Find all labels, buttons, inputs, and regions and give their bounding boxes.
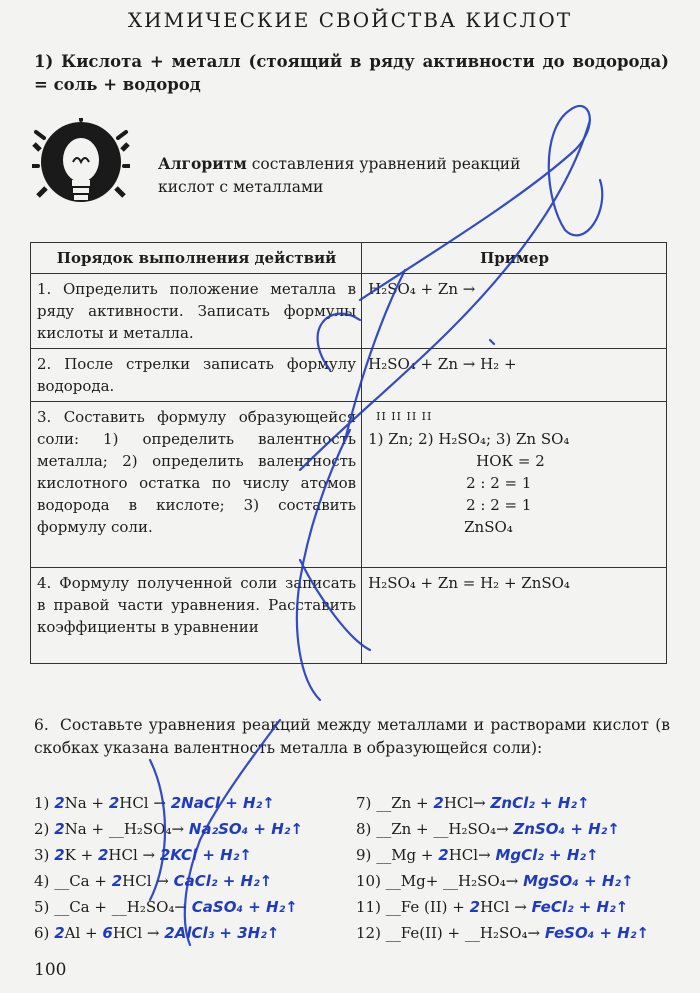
equation-row xyxy=(34,794,275,812)
coef-input[interactable]: __ xyxy=(385,898,401,916)
answer-input[interactable]: ZnCl₂ + H₂↑ xyxy=(490,794,590,812)
coef-input[interactable]: 2 xyxy=(97,846,109,864)
example-cell xyxy=(362,402,667,568)
eq-acid: HCl → xyxy=(108,846,156,864)
eq-metal: Al + xyxy=(64,924,98,942)
equation-row xyxy=(34,924,279,942)
example-line: 2 : 2 = 1 xyxy=(466,496,532,514)
task-6 xyxy=(34,714,670,760)
eq-metal: Ca + xyxy=(69,898,107,916)
answer-input[interactable]: 2NaCl + H₂↑ xyxy=(170,794,275,812)
eq-metal: Ca + xyxy=(69,872,107,890)
valence-marks: II II II II xyxy=(376,410,433,423)
eq-metal: Fe (II) + xyxy=(400,898,465,916)
example-line: 1) Zn; 2) H₂SO₄; 3) Zn SO₄ xyxy=(368,430,570,448)
eq-number: 12) xyxy=(356,924,381,942)
coef-input[interactable]: 2 xyxy=(111,872,123,890)
eq-number: 9) xyxy=(356,846,372,864)
eq-metal: Na + xyxy=(64,820,105,838)
eq-acid: HCl→ xyxy=(448,846,491,864)
eq-number: 4) xyxy=(34,872,50,890)
table-row xyxy=(31,274,667,349)
eq-number: 1) xyxy=(34,794,50,812)
step-cell: 4. Формулу полученной соли записать в правой части уравнения. Расставить коэффициенты в уравнении xyxy=(31,568,362,664)
coef-input[interactable]: __ xyxy=(376,794,392,812)
coef-input[interactable]: __ xyxy=(464,924,480,942)
coef-input[interactable]: __ xyxy=(385,924,401,942)
step-cell: 3. Составить формулу образующейся соли: 1) определить валентность металла; 2) определить валентность кислотного остатка по числу атомов водорода в кислоте; 3) составить формулу соли. xyxy=(31,402,362,568)
example-line: НОК = 2 xyxy=(476,452,545,470)
eq-metal: Mg + xyxy=(391,846,434,864)
answer-input[interactable]: CaSO₄ + H₂↑ xyxy=(191,898,298,916)
table-header-row xyxy=(31,243,667,274)
example-line: H₂SO₄ + Zn = H₂ + ZnSO₄ xyxy=(368,574,570,592)
eq-number: 11) xyxy=(356,898,381,916)
table-row xyxy=(31,402,667,568)
coef-input[interactable]: 2 xyxy=(54,794,65,812)
table-row xyxy=(31,568,667,664)
coef-input[interactable]: __ xyxy=(108,820,124,838)
example-cell xyxy=(362,568,667,664)
eq-acid: H₂SO₄→ xyxy=(448,820,509,838)
eq-number: 6) xyxy=(34,924,50,942)
eq-number: 7) xyxy=(356,794,372,812)
answer-input[interactable]: FeCl₂ + H₂↑ xyxy=(531,898,629,916)
coef-input[interactable]: __ xyxy=(433,820,449,838)
rule-statement: 1) Кислота + металл (стоящий в ряду активности до водорода) = соль + водород xyxy=(34,52,669,94)
equation-row xyxy=(356,846,599,864)
equation-row xyxy=(34,898,298,916)
coef-input[interactable]: __ xyxy=(111,898,127,916)
answer-input[interactable]: 2AlCl₃ + 3H₂↑ xyxy=(164,924,280,942)
example-cell xyxy=(362,349,667,402)
algorithm-rest: составления уравнений реакций кислот с металлами xyxy=(158,155,521,196)
equation-row xyxy=(356,794,590,812)
algorithm-bold: Алгоритм xyxy=(158,154,247,173)
answer-input[interactable]: CaCl₂ + H₂↑ xyxy=(173,872,273,890)
task-text: Составьте уравнения реакций между металлами и растворами кислот (в скобках указана валентность металла в образующейся соли): xyxy=(34,716,670,757)
eq-metal: Zn + xyxy=(391,820,429,838)
eq-acid: HCl → xyxy=(119,794,166,812)
eq-acid: H₂SO₄→ xyxy=(126,898,187,916)
eq-metal: Zn + xyxy=(391,794,429,812)
eq-acid: H₂SO₄→ xyxy=(479,924,541,942)
coef-input[interactable]: 6 xyxy=(102,924,113,942)
coef-input[interactable]: 2 xyxy=(469,898,481,916)
coef-input[interactable]: 2 xyxy=(433,794,444,812)
table-row xyxy=(31,349,667,402)
eq-acid: HCl → xyxy=(112,924,160,942)
page-number: 100 xyxy=(34,960,67,980)
equation-row xyxy=(34,872,272,890)
coef-input[interactable]: 2 xyxy=(54,924,65,942)
example-line: H₂SO₄ + Zn → xyxy=(368,280,476,298)
eq-acid: HCl → xyxy=(122,872,169,890)
page-title: ХИМИЧЕСКИЕ СВОЙСТВА КИСЛОТ xyxy=(127,8,573,32)
example-cell xyxy=(362,274,667,349)
header-steps: Порядок выполнения действий xyxy=(31,243,362,274)
eq-number: 2) xyxy=(34,820,50,838)
step-cell: 2. После стрелки записать формулу водорода. xyxy=(31,349,362,402)
algorithm-table xyxy=(30,242,667,664)
coef-input[interactable]: __ xyxy=(54,898,70,916)
coef-input[interactable]: __ xyxy=(376,846,392,864)
equation-row xyxy=(34,846,252,864)
coef-input[interactable]: __ xyxy=(385,872,401,890)
answer-input[interactable]: 2KCl + H₂↑ xyxy=(159,846,252,864)
example-line: H₂SO₄ + Zn → H₂ + xyxy=(368,355,517,373)
algorithm-heading xyxy=(158,152,578,199)
coef-input[interactable]: 2 xyxy=(438,846,449,864)
header-example: Пример xyxy=(362,243,667,274)
eq-number: 10) xyxy=(356,872,381,890)
eq-number: 5) xyxy=(34,898,50,916)
answer-input[interactable]: MgCl₂ + H₂↑ xyxy=(495,846,599,864)
task-number: 6. xyxy=(34,716,49,734)
coef-input[interactable]: __ xyxy=(54,872,70,890)
lightbulb-icon xyxy=(32,118,130,216)
eq-number: 8) xyxy=(356,820,372,838)
coef-input[interactable]: __ xyxy=(443,872,459,890)
eq-number: 3) xyxy=(34,846,50,864)
eq-acid: H₂SO₄→ xyxy=(123,820,185,838)
coef-input[interactable]: 2 xyxy=(54,820,65,838)
answer-input[interactable]: ZnSO₄ + H₂↑ xyxy=(513,820,620,838)
equation-row xyxy=(356,820,620,838)
equation-row xyxy=(356,898,628,916)
equation-row xyxy=(356,872,634,890)
answer-input[interactable]: Na₂SO₄ + H₂↑ xyxy=(188,820,303,838)
example-line: ZnSO₄ xyxy=(464,518,513,536)
eq-acid: HCl → xyxy=(480,898,527,916)
eq-acid: HCl→ xyxy=(443,794,486,812)
eq-metal: K + xyxy=(64,846,94,864)
answer-input[interactable]: FeSO₄ + H₂↑ xyxy=(544,924,649,942)
example-line: 2 : 2 = 1 xyxy=(466,474,532,492)
equation-row xyxy=(34,820,303,838)
eq-metal: Na + xyxy=(64,794,105,812)
step-cell: 1. Определить положение металла в ряду активности. Записать формулы кислоты и металла. xyxy=(31,274,362,349)
eq-metal: Fe(II) + xyxy=(400,924,461,942)
eq-metal: Mg+ xyxy=(400,872,439,890)
equation-row xyxy=(356,924,649,942)
coef-input[interactable]: __ xyxy=(376,820,392,838)
eq-acid: H₂SO₄→ xyxy=(458,872,519,890)
coef-input[interactable]: 2 xyxy=(108,794,120,812)
answer-input[interactable]: MgSO₄ + H₂↑ xyxy=(523,872,634,890)
coef-input[interactable]: 2 xyxy=(54,846,65,864)
